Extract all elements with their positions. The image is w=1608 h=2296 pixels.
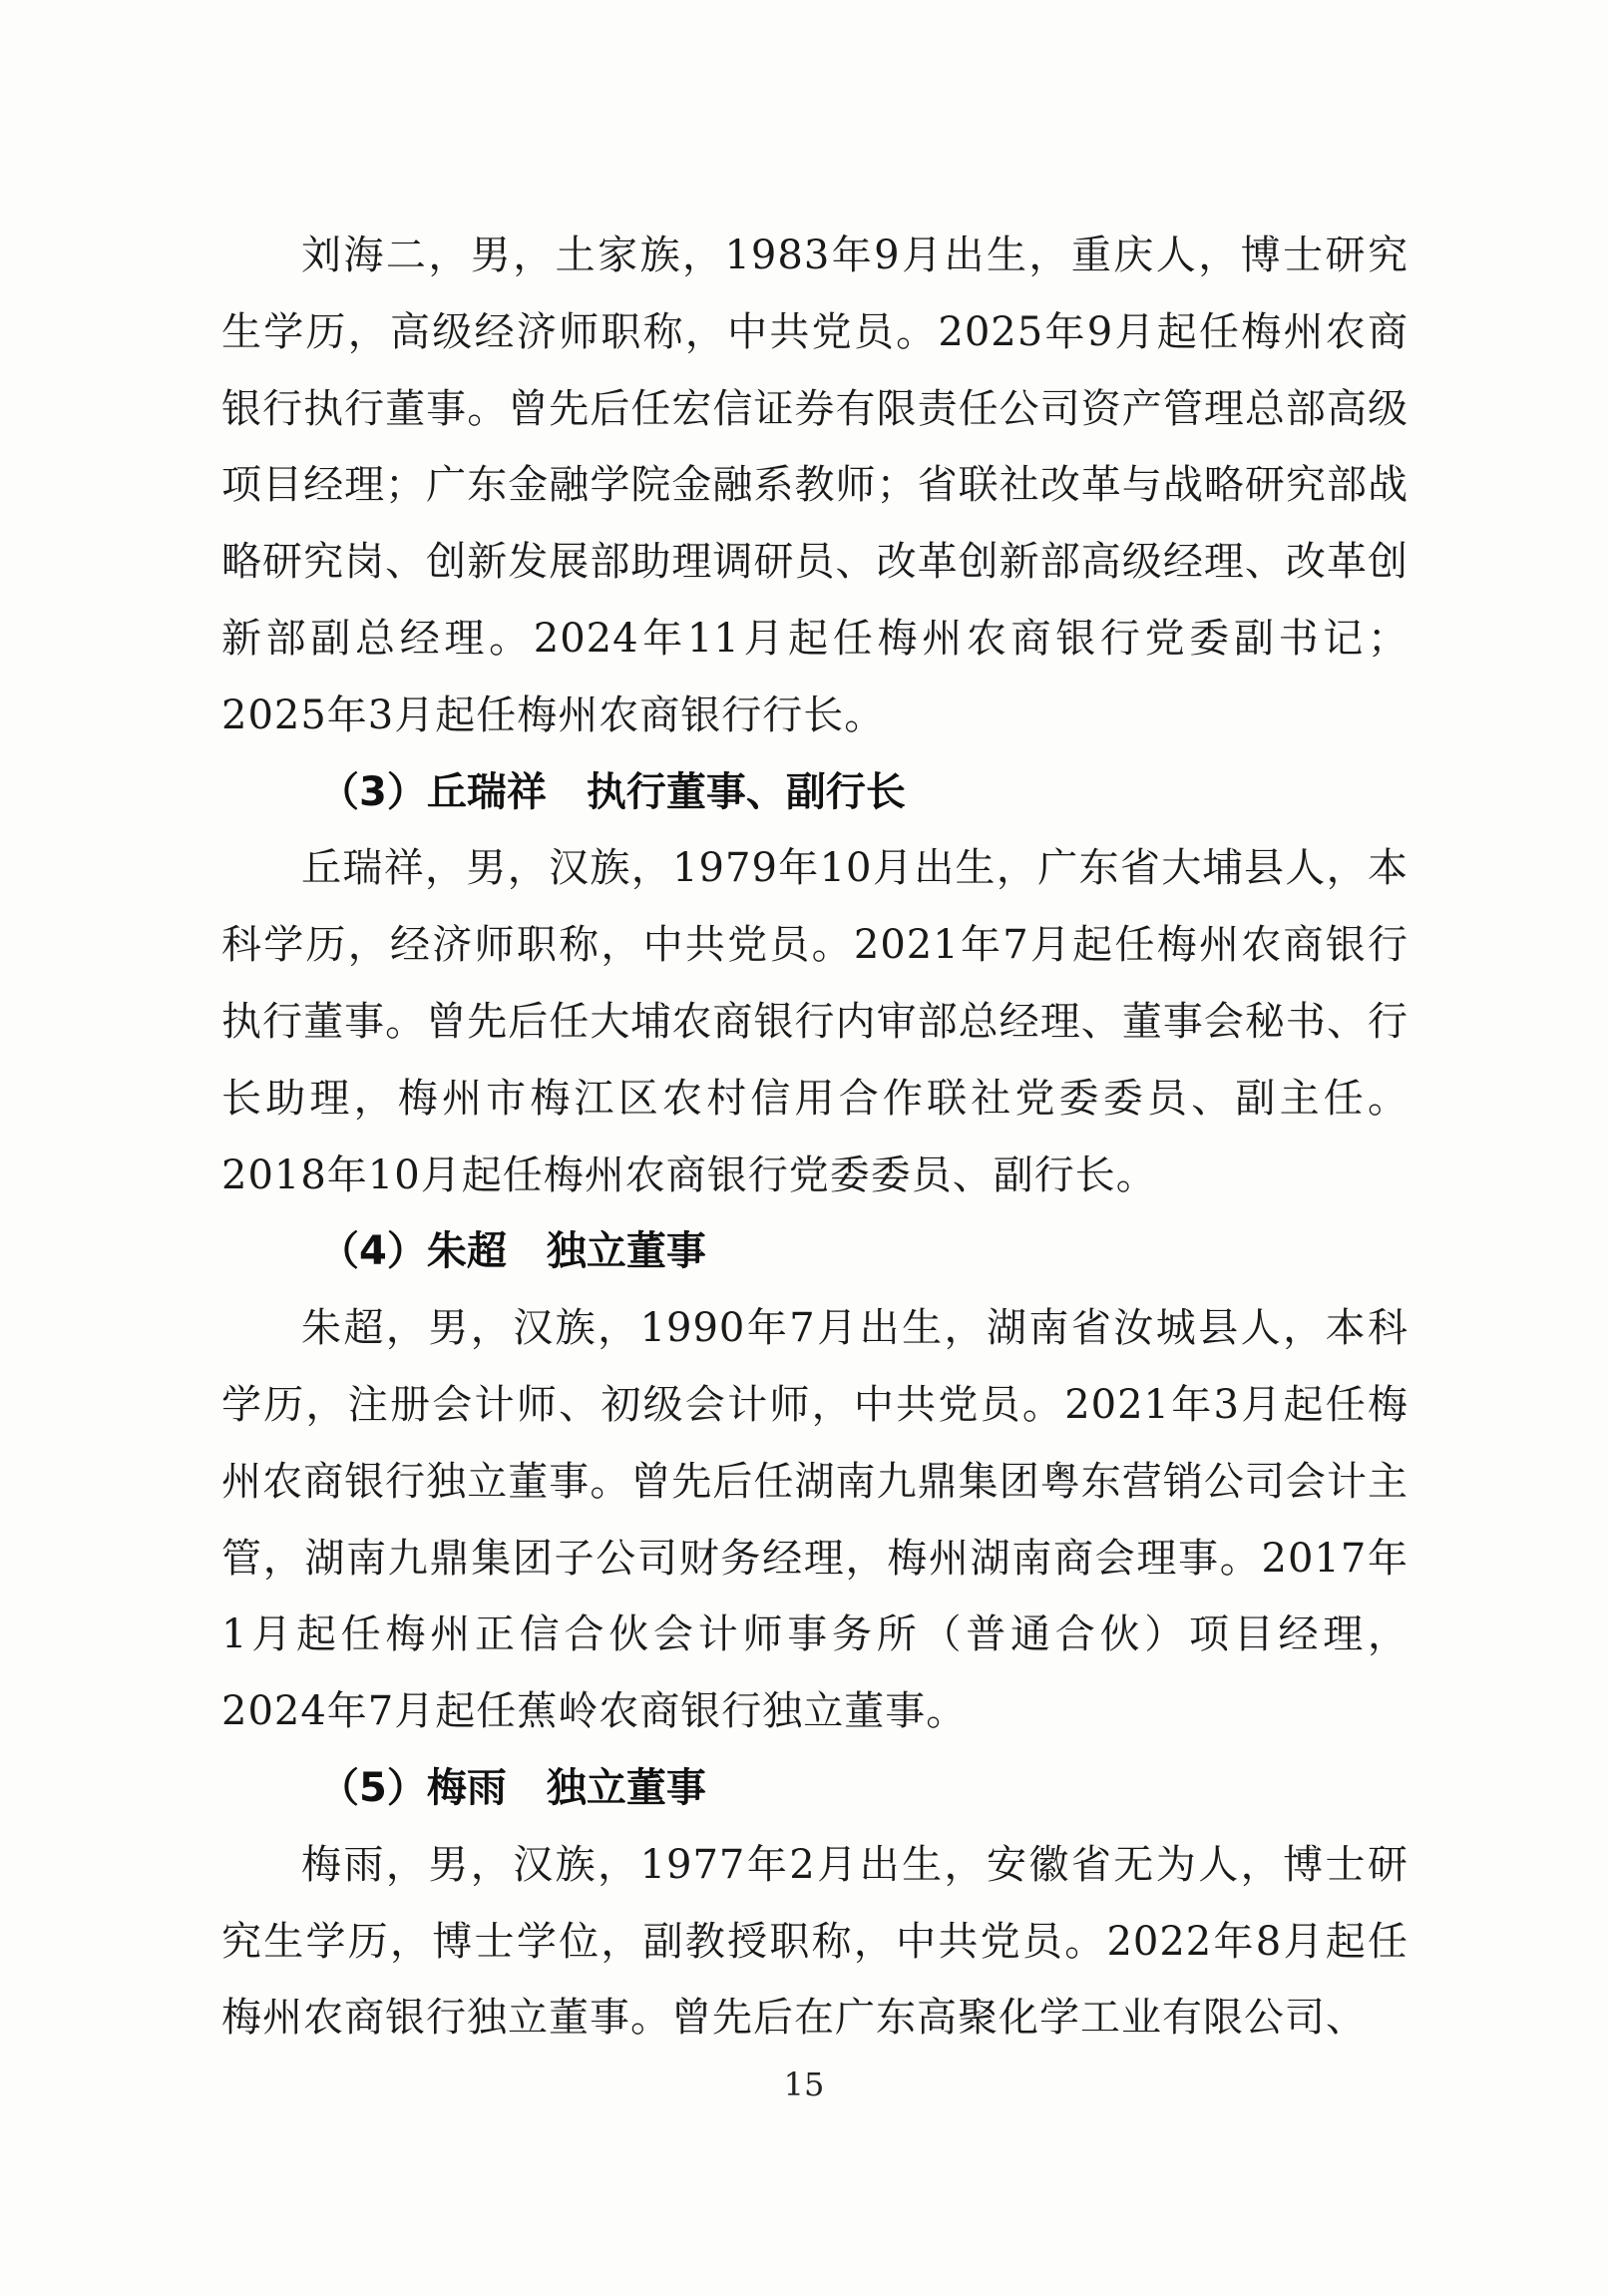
- heading-number: （5）: [319, 1764, 427, 1811]
- paragraph-qiu-ruixiang: 丘瑞祥，男，汉族，1979年10月出生，广东省大埔县人，本科学历，经济师职称，中共党员。2021年7月起任梅州农商银行执行董事。曾先后任大埔农商银行内审部总经理、董事会秘书、行长助理，梅州市梅江区农村信用合作联社党委委员、副主任。2018年10月起任梅州农商银行党委委员、副行长。: [221, 845, 1408, 1198]
- heading-number: （4）: [319, 1228, 427, 1275]
- heading-name: 朱超: [426, 1228, 507, 1275]
- section-heading-zhu-chao: [221, 1213, 1408, 1290]
- paragraph-liu-haier: 刘海二，男，土家族，1983年9月出生，重庆人，博士研究生学历，高级经济师职称，中共党员。2025年9月起任梅州农商银行执行董事。曾先后任宏信证券有限责任公司资产管理总部高级项目经理；广东金融学院金融系教师；省联社改革与战略研究部战略研究岗、创新发展部助理调研员、改革创新部高级经理、改革创新部副总经理。2024年11月起任梅州农商银行党委副书记；2025年3月起任梅州农商银行行长。: [221, 232, 1408, 738]
- heading-name: 梅雨: [426, 1764, 507, 1811]
- paragraph-zhu-chao: 朱超，男，汉族，1990年7月出生，湖南省汝城县人，本科学历，注册会计师、初级会计师，中共党员。2021年3月起任梅州农商银行独立董事。曾先后任湖南九鼎集团粤东营销公司会计主管，湖南九鼎集团子公司财务经理，梅州湖南商会理事。2017年1月起任梅州正信合伙会计师事务所（普通合伙）项目经理，2024年7月起任蕉岭农商银行独立董事。: [221, 1305, 1408, 1735]
- heading-number: （3）: [319, 768, 427, 815]
- page-number: 15: [783, 2066, 825, 2103]
- heading-role: 独立董事: [546, 1228, 706, 1275]
- document-body: [221, 218, 1408, 2057]
- paragraph-mei-yu: 梅雨，男，汉族，1977年2月出生，安徽省无为人，博士研究生学历，博士学位，副教授职称，中共党员。2022年8月起任梅州农商银行独立董事。曾先后在广东高聚化学工业有限公司、: [221, 1841, 1408, 2042]
- section-heading-mei-yu: [221, 1750, 1408, 1827]
- section-heading-qiu-ruixiang: [221, 754, 1408, 831]
- heading-role: 独立董事: [546, 1764, 706, 1811]
- heading-role: 执行董事、副行长: [586, 768, 906, 815]
- heading-name: 丘瑞祥: [426, 768, 547, 815]
